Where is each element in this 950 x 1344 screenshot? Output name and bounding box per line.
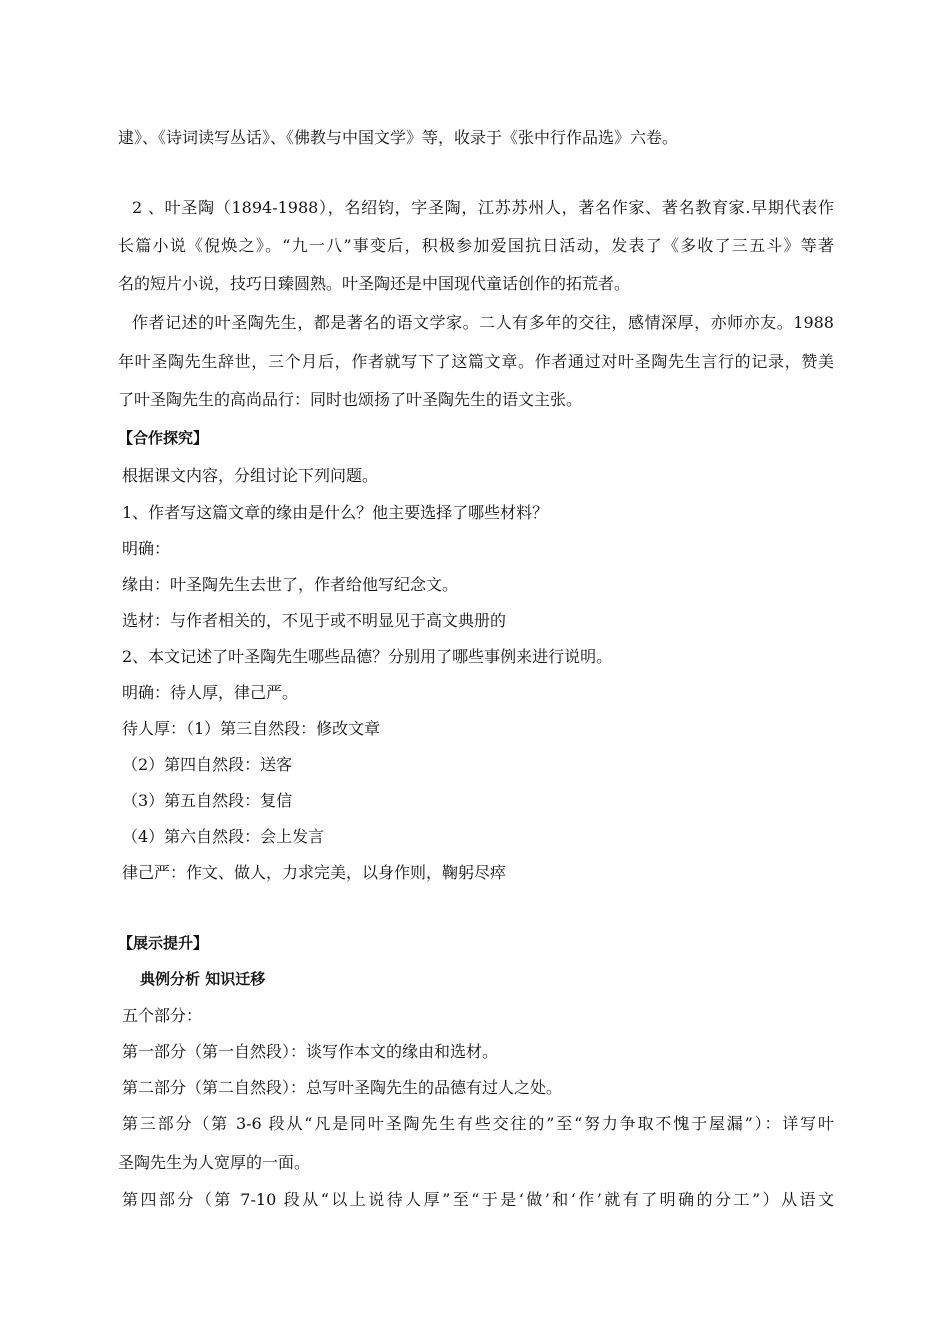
paragraph-line: 根据课文内容，分组讨论下列问题。 <box>122 466 379 485</box>
paragraph-line: 明确： <box>122 539 171 558</box>
paragraph-line: 律己严：作文、做人，力求完美，以身作则，鞠躬尽瘁 <box>122 863 507 882</box>
paragraph-line: 圣陶先生为人宽厚的一面。 <box>118 1153 311 1172</box>
question-line: 1、作者写这篇文章的缘由是什么？他主要选择了哪些材料？ <box>122 503 549 522</box>
paragraph-line: 第四部分（第 7-10 段从“以上说待人厚”至“于是‘做’和‘作’就有了明确的分工”）从语文 <box>122 1190 834 1209</box>
section-heading: 【合作探究】 <box>118 429 209 447</box>
paragraph-line: 名的短片小说，技巧日臻圆熟。叶圣陶还是中国现代童话创作的拓荒者。 <box>118 274 631 293</box>
list-item: （2）第四自然段：送客 <box>122 755 293 774</box>
list-item: （3）第五自然段：复信 <box>122 791 293 810</box>
paragraph-line: 选材：与作者相关的，不见于或不明显见于高文典册的 <box>122 611 507 630</box>
paragraph-line: 五个部分： <box>122 1006 203 1025</box>
subheading: 典例分析 知识迁移 <box>140 970 266 988</box>
paragraph-line: 作者记述的叶圣陶先生，都是著名的语文学家。二人有多年的交往，感情深厚，亦师亦友。1988 <box>132 313 834 332</box>
paragraph-line: 第二部分（第二自然段）：总写叶圣陶先生的品德有过人之处。 <box>122 1078 563 1097</box>
paragraph-line: 第一部分（第一自然段）：谈写作本文的缘由和选材。 <box>122 1042 499 1061</box>
paragraph-line: 了叶圣陶先生的高尚品行：同时也颂扬了叶圣陶先生的语文主张。 <box>118 390 583 409</box>
paragraph-line: 待人厚：（1）第三自然段：修改文章 <box>122 719 381 738</box>
section-heading: 【展示提升】 <box>118 934 209 952</box>
paragraph-line: 2 、叶圣陶（1894-1988），名绍钧，字圣陶，江苏苏州人，著名作家、著名教育家.早期代表作 <box>132 198 834 217</box>
paragraph-line: 第三部分（第 3-6 段从“凡是同叶圣陶先生有些交往的”至“努力争取不愧于屋漏”）：详写叶 <box>122 1114 834 1133</box>
paragraph-line: 逮》、《诗词读写丛话》、《佛教与中国文学》等，收录于《张中行作品选》六卷。 <box>118 128 679 147</box>
paragraph-line: 年叶圣陶先生辞世，三个月后，作者就写下了这篇文章。作者通过对叶圣陶先生言行的记录，赞美 <box>118 352 834 371</box>
paragraph-line: 长篇小说《倪焕之》。“九一八”事变后，积极参加爱国抗日活动，发表了《多收了三五斗》等著 <box>118 236 834 255</box>
list-item: （4）第六自然段：会上发言 <box>122 827 325 846</box>
paragraph-line: 缘由：叶圣陶先生去世了，作者给他写纪念文。 <box>122 575 459 594</box>
paragraph-line: 明确：待人厚，律己严。 <box>122 683 299 702</box>
question-line: 2、本文记述了叶圣陶先生哪些品德？分别用了哪些事例来进行说明。 <box>122 647 613 666</box>
